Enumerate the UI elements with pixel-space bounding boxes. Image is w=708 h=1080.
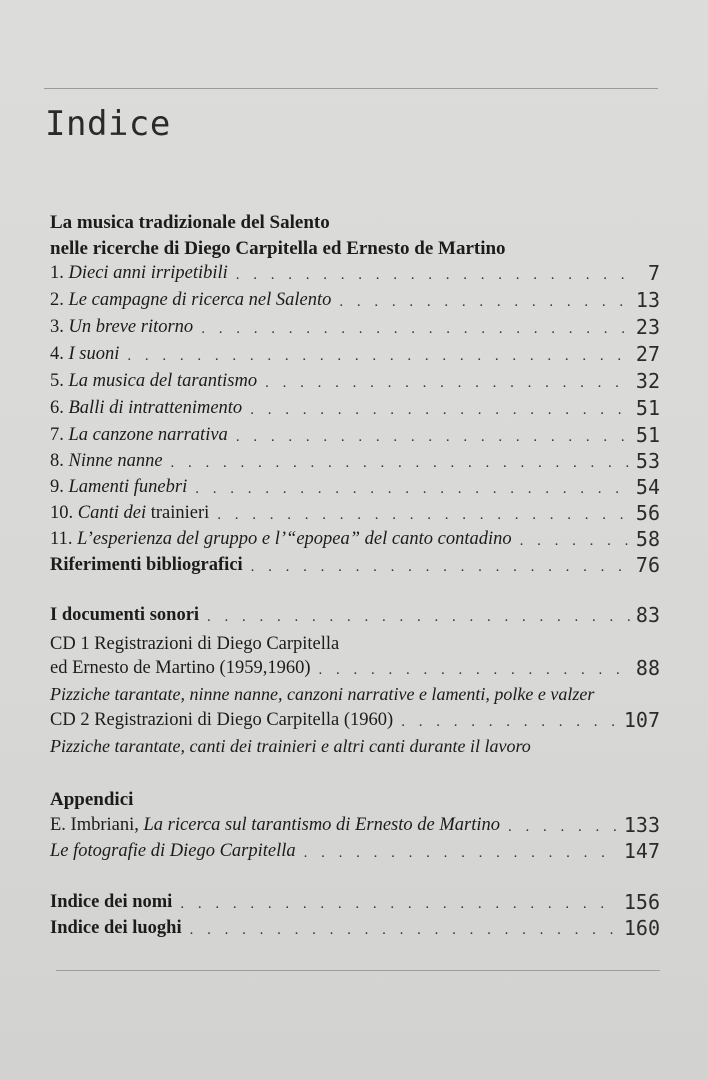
toc-entry: 3. Un breve ritorno . . . 23 [50, 313, 660, 339]
page-number: 56 [635, 501, 660, 525]
cd1-title-line1: CD 1 Registrazioni di Diego Carpitella [50, 634, 340, 654]
page-number: 156 [623, 890, 660, 914]
page-number: 54 [635, 475, 660, 499]
toc-entry-fotografie: Le fotografie di Diego Carpitella . . . 147 [50, 837, 660, 863]
page-number: 32 [635, 369, 660, 393]
cd1-description: Pizziche tarantate, ninne nanne, canzoni narrative e lamenti, polke e valzer [50, 684, 595, 704]
toc-entry: 11. L’esperienza del gruppo e l’“epopea” del canto contadino . . . 58 [50, 525, 660, 551]
toc-entry-documenti-sonori: I documenti sonori . . . 83 [50, 601, 660, 627]
page-number: 147 [623, 839, 660, 863]
page-number: 83 [635, 603, 660, 627]
toc-entry-indice-luoghi: Indice dei luoghi . . . 160 [50, 914, 660, 940]
top-rule [44, 88, 658, 89]
page-number: 27 [635, 342, 660, 366]
toc-entry: 4. I suoni . . . 27 [50, 340, 660, 366]
toc-entry: 6. Balli di intrattenimento . . . 51 [50, 394, 660, 420]
appendici-heading: Appendici [50, 789, 134, 810]
page-number: 13 [635, 288, 660, 312]
page-number: 51 [635, 396, 660, 420]
page-title: Indice [45, 104, 171, 144]
page-number: 88 [635, 656, 660, 680]
toc-entry: 5. La musica del tarantismo . . . 32 [50, 367, 660, 393]
toc-entry: 7. La canzone narrativa . . . 51 [50, 421, 660, 447]
toc-entry: 2. Le campagne di ricerca nel Salento . . . 13 [50, 286, 660, 312]
toc-entry-indice-nomi: Indice dei nomi . . . 156 [50, 888, 660, 914]
page-number: 53 [635, 449, 660, 473]
cd2-description: Pizziche tarantate, canti dei trainieri e altri canti durante il lavoro [50, 736, 531, 756]
page-number: 23 [635, 315, 660, 339]
part1-heading-line2: nelle ricerche di Diego Carpitella ed Ernesto de Martino [50, 238, 506, 259]
bottom-rule [56, 970, 660, 971]
page-number: 76 [635, 553, 660, 577]
part1-heading-line1: La musica tradizionale del Salento [50, 212, 330, 233]
toc-entry-cd2: CD 2 Registrazioni di Diego Carpitella (1960) . . . 107 [50, 706, 660, 732]
page-number: 7 [647, 261, 660, 285]
page-number: 51 [635, 423, 660, 447]
toc-entry-cd1: ed Ernesto de Martino (1959,1960) . . . 88 [50, 654, 660, 680]
page-number: 107 [623, 708, 660, 732]
toc-entry-imbriani: E. Imbriani, La ricerca sul tarantismo di Ernesto de Martino . . . 133 [50, 811, 660, 837]
page-number: 133 [623, 813, 660, 837]
page-number: 160 [623, 916, 660, 940]
toc-entry: 9. Lamenti funebri . . . 54 [50, 473, 660, 499]
toc-entry: 10. Canti dei trainieri . . . 56 [50, 499, 660, 525]
toc-entry: 8. Ninne nanne . . . 53 [50, 447, 660, 473]
toc-entry-bibliography: Riferimenti bibliografici . . . 76 [50, 551, 660, 577]
toc-entry: 1. Dieci anni irripetibili . . . 7 [50, 259, 660, 285]
page-number: 58 [635, 527, 660, 551]
